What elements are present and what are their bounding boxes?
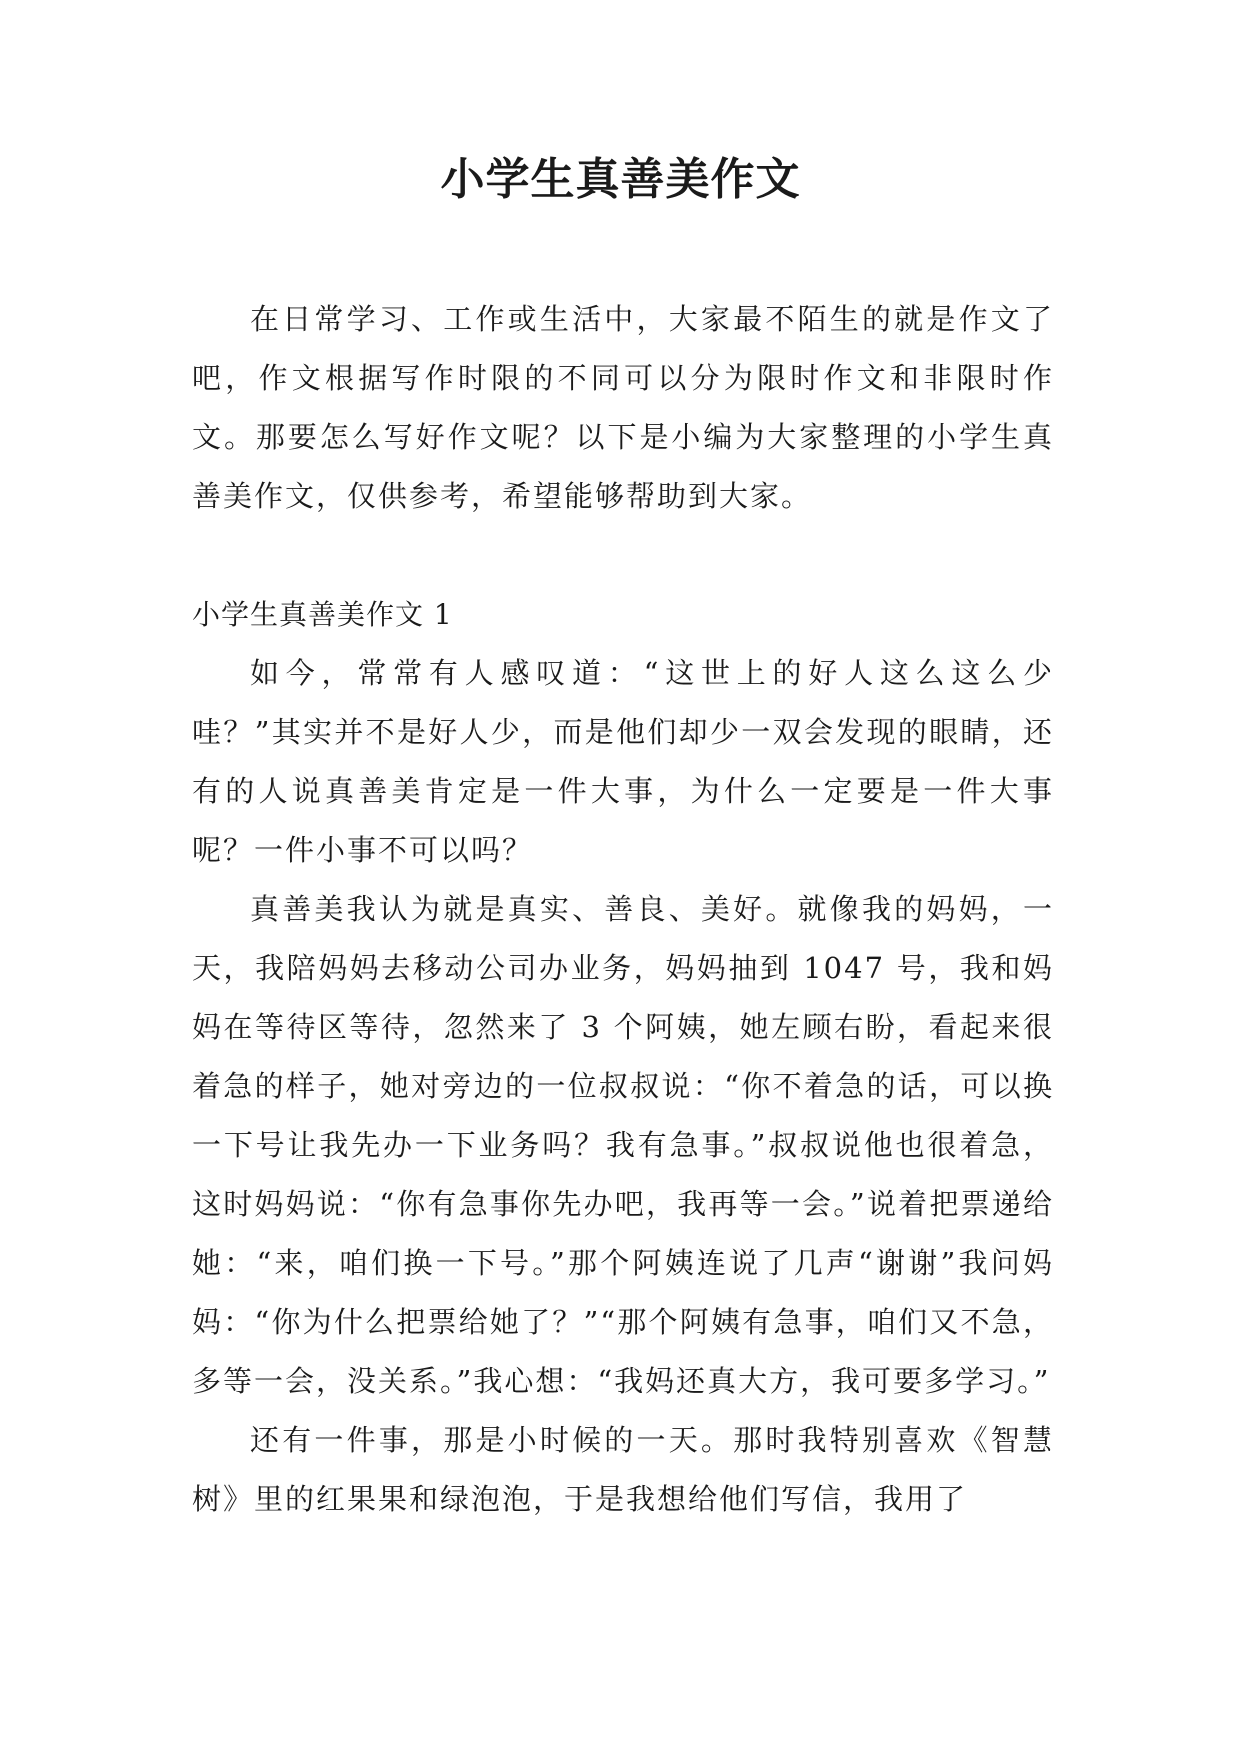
document-title: 小学生真善美作文 <box>440 154 801 205</box>
section-heading: 小学生真善美作文 1 <box>192 598 453 631</box>
intro-paragraph: 在日常学习、工作或生活中，大家最不陌生的就是作文了吧，作文根据写作时限的不同可以分为限时作文和非限时作文。那要怎么写好作文呢？以下是小编为大家整理的小学生真善美作文，仅供参考，希望能够帮助到大家。 <box>192 302 1054 513</box>
document-body <box>192 290 1054 1529</box>
body-paragraph: 还有一件事，那是小时候的一天。那时我特别喜欢《智慧树》里的红果果和绿泡泡，于是我想给他们写信，我用了 <box>192 1423 1054 1516</box>
body-paragraph: 如今，常常有人感叹道：“这世上的好人这么这么少哇？”其实并不是好人少，而是他们却少一双会发现的眼睛，还有的人说真善美肯定是一件大事，为什么一定要是一件大事呢？一件小事不可以吗？ <box>192 656 1054 867</box>
body-paragraph: 真善美我认为就是真实、善良、美好。就像我的妈妈，一天，我陪妈妈去移动公司办业务，妈妈抽到 1047 号，我和妈妈在等待区等待，忽然来了 3 个阿姨，她左顾右盼，看起来很着急的样子，她对旁边的一位叔叔说：“你不着急的话，可以换一下号让我先办一下业务吗？我有急事。”叔叔说他也很着急，这时妈妈说：“你有急事你先办吧，我再等一会。”说着把票递给她：“来，咱们换一下号。”那个阿姨连说了几声“谢谢”我问妈妈：“你为什么把票给她了？”“那个阿姨有急事，咱们又不急，多等一会，没关系。”我心想：“我妈还真大方，我可要多学习。” <box>192 892 1054 1398</box>
